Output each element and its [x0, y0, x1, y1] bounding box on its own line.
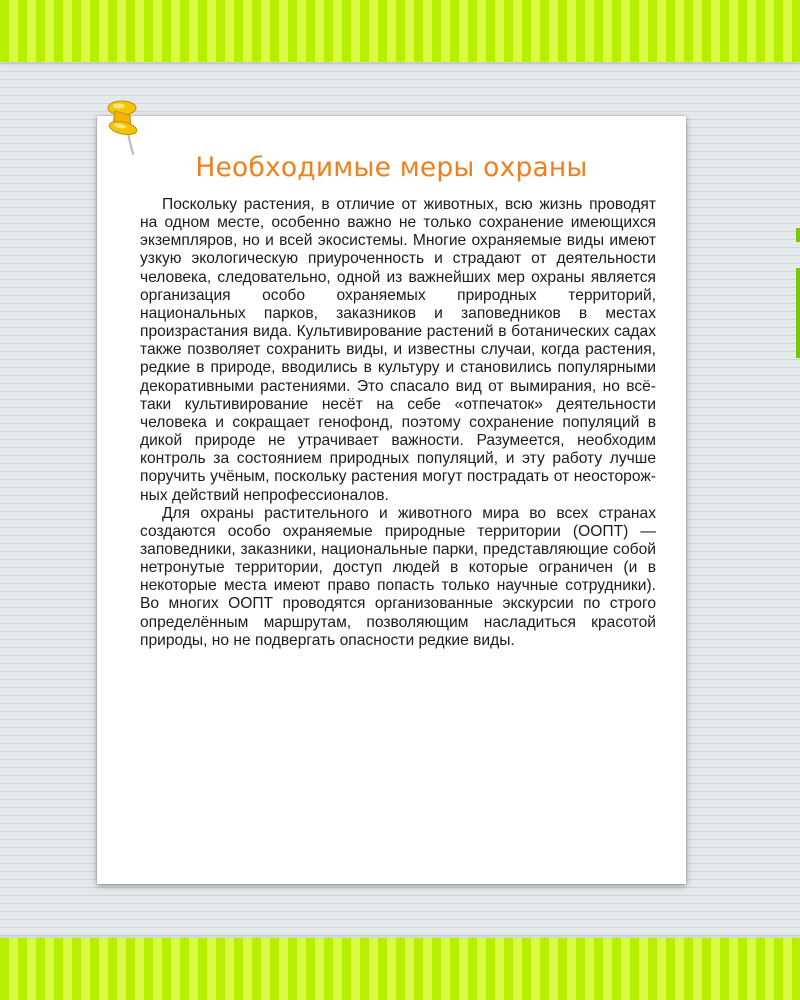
edge-marker [796, 228, 800, 242]
page-title: Необходимые меры охраны [195, 152, 588, 183]
push-pin-icon [100, 96, 144, 160]
paragraph: Поскольку растения, в отличие от животных, всю жизнь проводят на одном месте, особенно важно не только сохранение имеющихся экземпляров, но и всей экосистемы. Многие охраняемые виды имеют узкую экологическую приуроченность и страдают от деятельности человека, следовательно, одной из важнейших мер охраны является организация особо охраняемых природных территорий, национальных парков, заказников и заповедников в местах произрастания вида. Культивирование растений в ботанических садах также позволяет сохранить виды, и известны случаи, когда растения, редкие в природе, вводились в культуру и становились популярными декоративными растениями. Это спасало вид от вымирания, но всё-таки культивирование несёт на себе «отпечаток» деятельности человека и сокращает генофонд, поэтому сохранение популяций в дикой природе не утрачивает важности. Разумеется, необходим контроль за состоянием природных популяций, и эту работу лучше поручить учёным, поскольку растения могут пострадать от неосторожных действий непрофессионалов. [140, 196, 656, 504]
bottom-stripe-border [0, 938, 800, 1000]
article-body [140, 196, 656, 650]
top-stripe-border [0, 0, 800, 62]
edge-marker [796, 268, 800, 358]
paragraph: Для охраны растительного и животного мира во всех странах создаются особо охраняемые природные территории (ООПТ) — заповедники, заказники, национальные парки, представляющие собой нетронутые территории, доступ людей в которые ограничен (и в некоторые места имеют право попасть только научные сотрудники). Во многих ООПТ проводятся организованные экскурсии по строго определённым маршрутам, позволяющим насладиться красотой природы, но не подвергать опасности редкие виды. [140, 504, 656, 649]
